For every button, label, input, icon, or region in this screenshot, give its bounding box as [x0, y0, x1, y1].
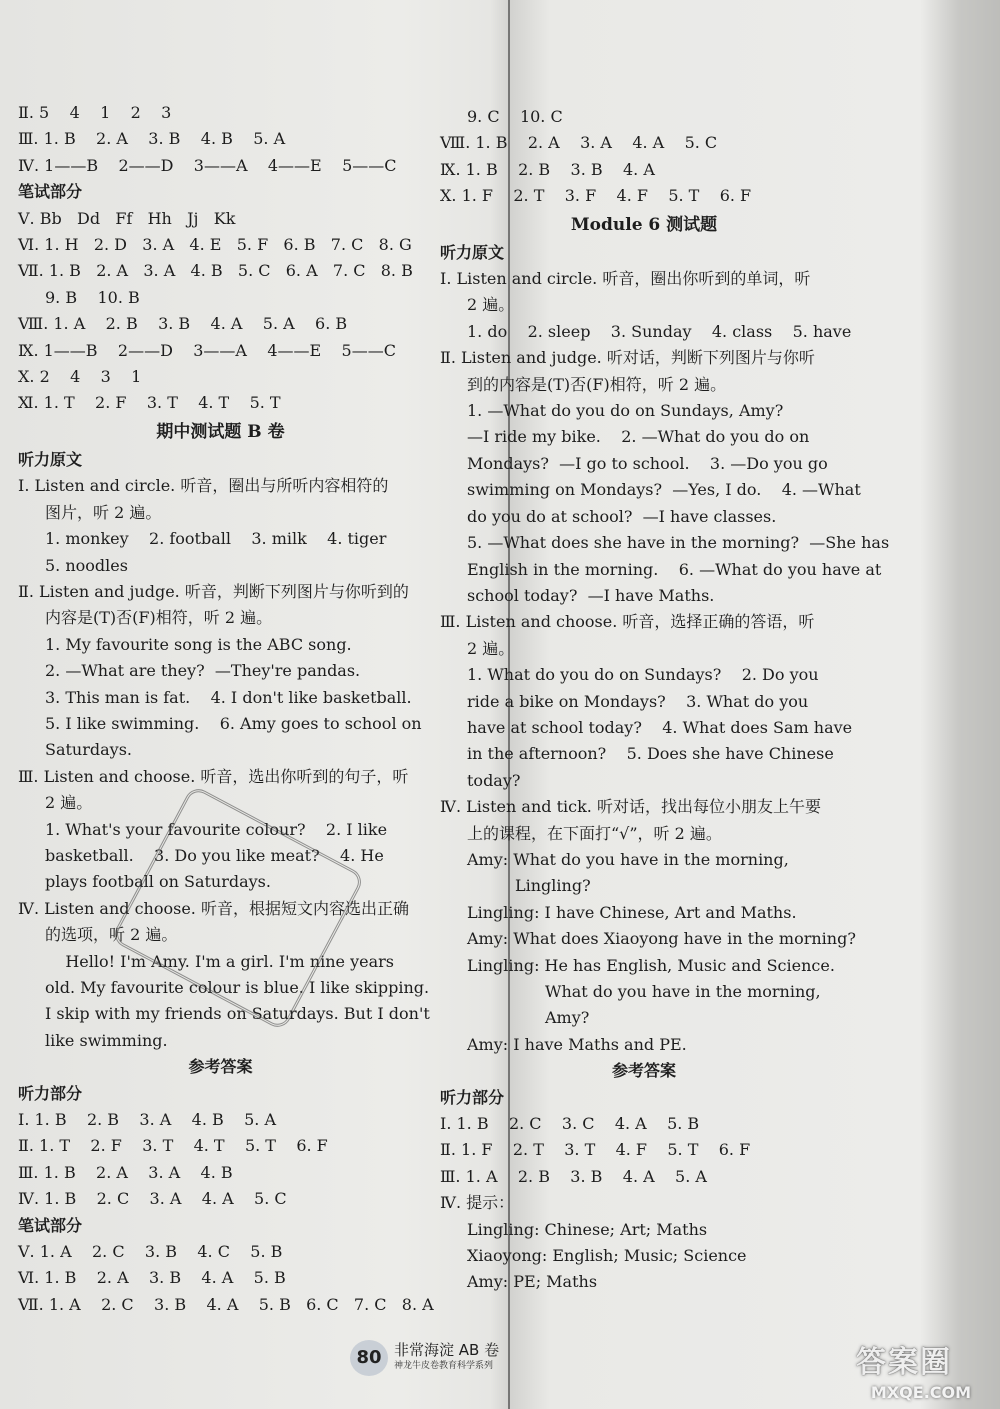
- left-text-line: Ⅲ. Listen and choose. 听音，选出你听到的句子，听: [18, 766, 409, 786]
- left-text-line: Ⅰ. 1. B 2. B 3. A 4. B 5. A: [18, 1110, 277, 1130]
- left-text-line: 1. My favourite song is the ABC song.: [45, 634, 352, 654]
- right-text-line: Ⅳ. 提示：: [440, 1193, 515, 1213]
- right-text-line: have at school today? 4. What does Sam have: [467, 717, 853, 737]
- series-subtitle: 神龙牛皮卷教育科学系列: [394, 1361, 494, 1371]
- left-text-line: 听力部分: [18, 1083, 83, 1103]
- right-text-line: 1. What do you do on Sundays? 2. Do you: [467, 665, 819, 685]
- right-text-line: Ⅹ. 1. F 2. T 3. F 4. F 5. T 6. F: [440, 186, 752, 206]
- left-text-line: 1. What's your favourite colour? 2. I like: [45, 819, 388, 839]
- right-text-line: Amy: PE; Maths: [467, 1272, 598, 1292]
- left-text-line: 的选项，听 2 遍。: [45, 925, 178, 945]
- right-text-line: do you do at school? —I have classes.: [467, 506, 777, 526]
- right-text-line: Amy: What do you have in the morning,: [467, 849, 789, 869]
- left-text-line: Ⅹ. 2 4 3 1: [18, 367, 142, 387]
- right-text-line: Ⅷ. 1. B 2. A 3. A 4. A 5. C: [440, 133, 718, 153]
- right-text-line: Mondays? —I go to school. 3. —Do you go: [467, 453, 828, 473]
- left-text-line: 5. noodles: [45, 555, 128, 575]
- right-text-line: 2 遍。: [467, 638, 515, 658]
- right-text-line: 9. C 10. C: [467, 107, 563, 126]
- right-text-line: ride a bike on Mondays? 3. What do you: [467, 691, 809, 711]
- watermark-domain: MXQE.COM: [870, 1383, 972, 1402]
- right-text-line: Module 6 测试题: [570, 214, 718, 235]
- left-text-line: Ⅱ. 5 4 1 2 3: [18, 103, 172, 122]
- right-text-line: Ⅲ. Listen and choose. 听音，选择正确的答语，听: [440, 612, 815, 632]
- right-text-line: What do you have in the morning,: [545, 982, 821, 1001]
- page-number: 80: [350, 1340, 388, 1376]
- right-text-line: Lingling: I have Chinese, Art and Maths.: [467, 902, 797, 922]
- right-text-line: swimming on Mondays? —Yes, I do. 4. —What: [467, 480, 861, 500]
- left-text-line: Ⅱ. 1. T 2. F 3. T 4. T 5. T 6. F: [18, 1136, 328, 1156]
- right-text-line: school today? —I have Maths.: [467, 585, 715, 605]
- left-text-line: 参考答案: [188, 1057, 253, 1077]
- right-text-line: 听力部分: [440, 1087, 505, 1107]
- right-text-line: Amy?: [545, 1008, 590, 1028]
- left-text-line: 2 遍。: [45, 793, 93, 813]
- right-text-line: 2 遍。: [467, 295, 515, 315]
- left-text-line: 3. This man is fat. 4. I don't like basketball.: [45, 687, 412, 707]
- left-text-line: 9. B 10. B: [45, 287, 140, 307]
- right-text-line: in the afternoon? 5. Does she have Chinese: [467, 744, 834, 764]
- right-text-line: 到的内容是(T)否(F)相符，听 2 遍。: [467, 374, 727, 394]
- left-text-line: basketball. 3. Do you like meat? 4. He: [45, 845, 384, 865]
- left-text-line: 内容是(T)否(F)相符，听 2 遍。: [45, 608, 273, 628]
- left-column: [18, 100, 434, 1318]
- right-text-line: Ⅸ. 1. B 2. B 3. B 4. A: [440, 159, 655, 179]
- right-text-line: Ⅱ. Listen and judge. 听对话，判断下列图片与你听: [440, 348, 815, 368]
- series-title: 非常海淀 AB 卷: [394, 1341, 500, 1359]
- right-text-line: Lingling?: [515, 876, 591, 896]
- left-text-line: plays football on Saturdays.: [45, 872, 271, 892]
- page-footer: [350, 1340, 550, 1380]
- left-text-line: like swimming.: [45, 1030, 168, 1050]
- right-text-line: Lingling: Chinese; Art; Maths: [467, 1219, 708, 1239]
- left-text-line: Ⅷ. 1. A 2. B 3. B 4. A 5. A 6. B: [18, 314, 348, 334]
- right-text-line: Ⅲ. 1. A 2. B 3. B 4. A 5. A: [440, 1166, 707, 1186]
- left-text-line: Ⅳ. Listen and choose. 听音，根据短文内容选出正确: [18, 898, 409, 918]
- left-text-line: Ⅺ. 1. T 2. F 3. T 4. T 5. T: [18, 393, 281, 413]
- right-text-line: Ⅱ. 1. F 2. T 3. T 4. F 5. T 6. F: [440, 1140, 751, 1160]
- right-text-line: 上的课程，在下面打“√”，听 2 遍。: [467, 823, 722, 843]
- right-text-line: 听力原文: [440, 242, 505, 262]
- left-text-line: Saturdays.: [45, 740, 132, 760]
- left-text-line: 1. monkey 2. football 3. milk 4. tiger: [45, 529, 387, 549]
- left-text-line: Ⅶ. 1. A 2. C 3. B 4. A 5. B 6. C 7. C 8. A: [18, 1294, 434, 1314]
- site-watermark: [856, 1343, 986, 1403]
- left-text-line: 5. I like swimming. 6. Amy goes to school on: [45, 713, 422, 733]
- right-text-line: 5. —What does she have in the morning? —She has: [467, 533, 890, 553]
- right-text-line: English in the morning. 6. —What do you have at: [467, 559, 882, 579]
- left-text-line: Ⅸ. 1——B 2——D 3——A 4——E 5——C: [18, 340, 396, 360]
- left-text-line: 听力原文: [18, 449, 83, 469]
- right-text-line: 1. —What do you do on Sundays, Amy?: [467, 401, 784, 421]
- right-text-line: —I ride my bike. 2. —What do you do on: [467, 427, 810, 447]
- left-text-line: 笔试部分: [18, 1215, 83, 1235]
- left-text-line: 笔试部分: [18, 182, 83, 202]
- left-text-line: Ⅴ. Bb Dd Ff Hh Jj Kk: [18, 208, 236, 228]
- right-column: [440, 104, 890, 1296]
- left-text-line: Ⅱ. Listen and judge. 听音，判断下列图片与你听到的: [18, 581, 409, 601]
- right-text-line: Amy: What does Xiaoyong have in the morning?: [467, 929, 856, 949]
- left-text-line: Ⅰ. Listen and circle. 听音，圈出与所听内容相符的: [18, 476, 389, 496]
- right-text-line: Amy: I have Maths and PE.: [467, 1034, 687, 1054]
- left-text-line: Ⅶ. 1. B 2. A 3. A 4. B 5. C 6. A 7. C 8. B: [18, 261, 413, 281]
- left-text-line: 期中测试题 B 卷: [156, 421, 285, 442]
- right-text-line: Ⅳ. Listen and tick. 听对话，找出每位小朋友上午要: [440, 797, 821, 817]
- right-text-line: 1. do 2. sleep 3. Sunday 4. class 5. have: [467, 321, 852, 341]
- left-text-line: 2. —What are they? —They're pandas.: [45, 661, 361, 681]
- left-text-line: Ⅴ. 1. A 2. C 3. B 4. C 5. B: [18, 1242, 283, 1262]
- right-text-line: Ⅰ. Listen and circle. 听音，圈出你听到的单词，听: [440, 269, 811, 289]
- left-text-line: Ⅵ. 1. B 2. A 3. B 4. A 5. B: [18, 1268, 286, 1288]
- left-text-line: Ⅵ. 1. H 2. D 3. A 4. E 5. F 6. B 7. C 8. G: [18, 235, 412, 255]
- left-text-line: Ⅲ. 1. B 2. A 3. A 4. B: [18, 1162, 233, 1182]
- left-text-line: Ⅳ. 1. B 2. C 3. A 4. A 5. C: [18, 1189, 287, 1209]
- right-text-line: today?: [467, 770, 521, 790]
- left-text-line: 图片，听 2 遍。: [45, 502, 162, 522]
- right-text-line: 参考答案: [611, 1061, 676, 1081]
- left-text-line: Hello! I'm Amy. I'm a girl. I'm nine years: [45, 951, 394, 971]
- left-text-line: I skip with my friends on Saturdays. But I don't: [45, 1004, 430, 1024]
- right-text-line: Xiaoyong: English; Music; Science: [467, 1246, 747, 1266]
- right-text-line: Ⅰ. 1. B 2. C 3. C 4. A 5. B: [440, 1114, 700, 1134]
- left-text-line: Ⅳ. 1——B 2——D 3——A 4——E 5——C: [18, 155, 397, 175]
- watermark-logo: 答案圈: [856, 1345, 952, 1380]
- left-text-line: old. My favourite colour is blue. I like skipping.: [45, 978, 430, 997]
- right-text-line: Lingling: He has English, Music and Science.: [467, 955, 835, 975]
- left-text-line: Ⅲ. 1. B 2. A 3. B 4. B 5. A: [18, 129, 286, 149]
